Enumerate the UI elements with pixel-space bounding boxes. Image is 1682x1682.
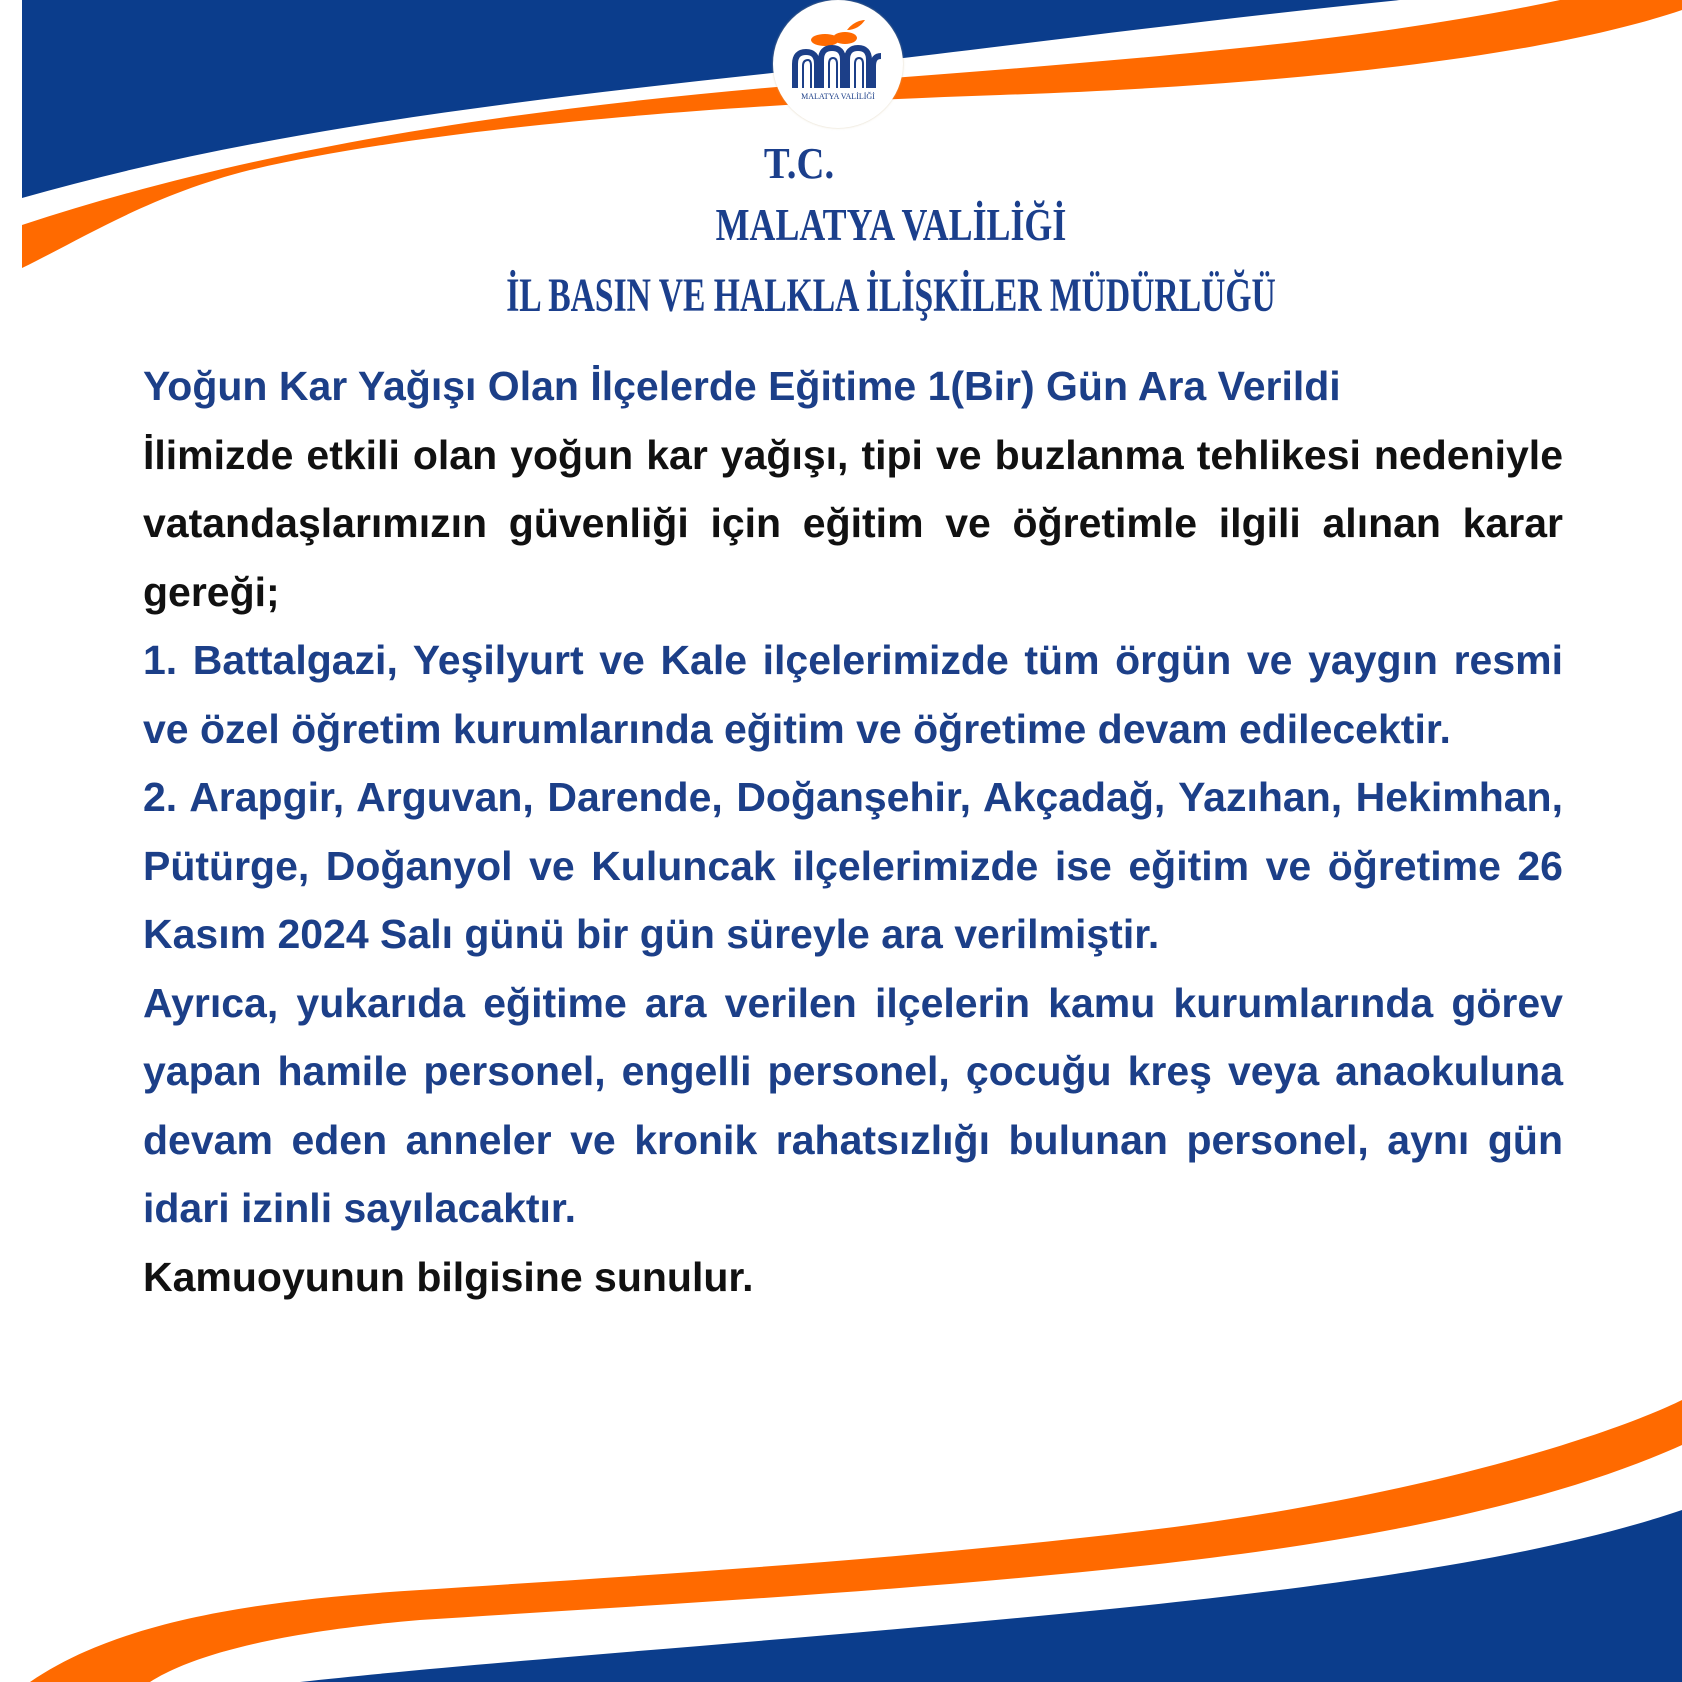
- announcement-item-2: 2. Arapgir, Arguvan, Darende, Doğanşehir, Akçadağ, Yazıhan, Hekimhan, Pütürge, Doğanyol ve Kuluncak ilçelerimizde ise eğitim ve öğretime 26 Kasım 2024 Salı günü bir gün süreyle ara verilmiştir.: [143, 774, 1563, 957]
- header-tc: T.C.: [763, 139, 835, 188]
- announcement-intro: İlimizde etkili olan yoğun kar yağışı, tipi ve buzlanma tehlikesi nedeniyle vatandaşlarımızın güvenliği için eğitim ve öğretimle ilgili alınan karar gereği;: [143, 431, 1563, 615]
- malatya-valiligi-logo: [773, 0, 903, 128]
- announcement-additional: Ayrıca, yukarıda eğitime ara verilen ilçelerin kamu kurumlarında görev yapan hamile personel, engelli personel, çocuğu kreş veya anaokuluna devam eden anneler ve kronik rahatsızlığı bulunan personel, aynı gün idari izinli sayılacaktır.: [143, 979, 1563, 1231]
- svg-text:MALATYA VALİLİĞİ: MALATYA VALİLİĞİ: [801, 92, 875, 101]
- logo-emblem-icon: [773, 0, 903, 128]
- header-directorate: İL BASIN VE HALKLA İLİŞKİLER MÜDÜRLÜĞÜ: [506, 269, 1276, 322]
- announcement-title: Yoğun Kar Yağışı Olan İlçelerde Eğitime 1(Bir) Gün Ara Verildi: [143, 363, 1341, 409]
- announcement-item-1: 1. Battalgazi, Yeşilyurt ve Kale ilçelerimizde tüm örgün ve yaygın resmi ve özel öğretim kurumlarında eğitim ve öğretime devam edilecektir.: [143, 637, 1563, 752]
- announcement-body: [143, 352, 1563, 1311]
- header-governorship: MALATYA VALİLİĞİ: [715, 199, 1067, 250]
- announcement-closing: Kamuoyunun bilgisine sunulur.: [143, 1253, 754, 1300]
